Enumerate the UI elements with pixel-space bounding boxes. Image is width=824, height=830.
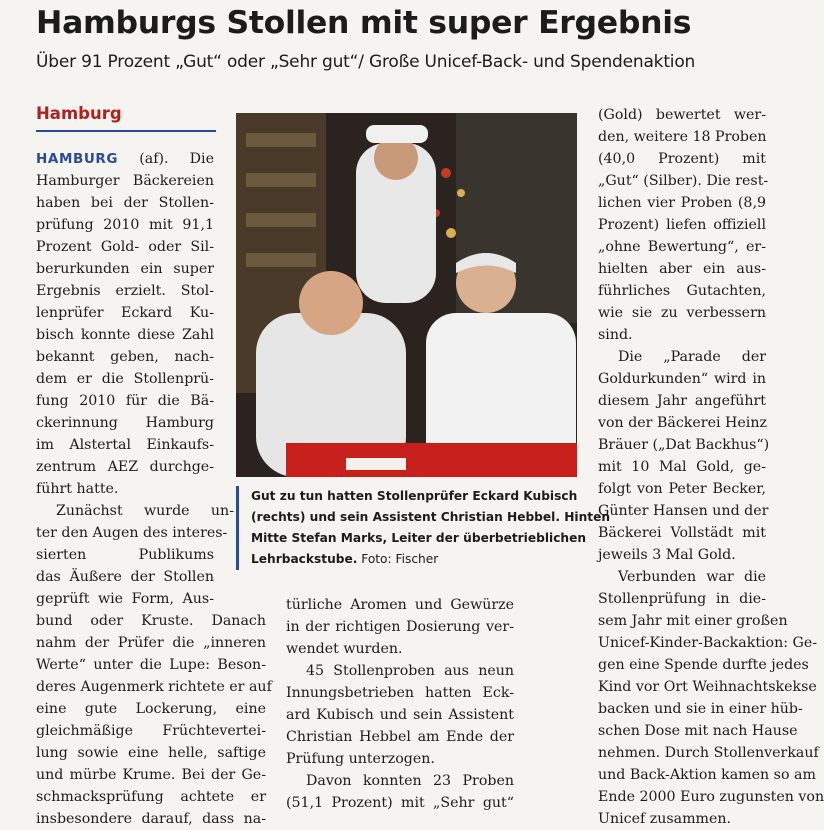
photo-image bbox=[236, 113, 577, 477]
article-text-line: ter den Augen des interes- bbox=[36, 525, 228, 541]
article-text-line: Prozent) liefen offiziell bbox=[598, 217, 766, 233]
caption-line: Gut zu tun hatten Stollenprüfer Eckard Kubisch bbox=[251, 489, 578, 503]
photo-caption bbox=[236, 486, 611, 570]
article-text-line: insbesondere darauf, dass na- bbox=[36, 811, 266, 827]
article-text-line: haben bei der Stollen- bbox=[36, 195, 214, 211]
article-text-line: Bräuer („Dat Backhus“) bbox=[598, 437, 770, 453]
article-text-line: zentrum AEZ durchge- bbox=[36, 459, 214, 475]
article-text-line: Ergebnis erzielt. Stol- bbox=[36, 283, 214, 299]
article-text-line: (51,1 Prozent) mit „Sehr gut“ bbox=[286, 795, 514, 811]
article-headline: Hamburgs Stollen mit super Ergebnis bbox=[36, 5, 692, 41]
article-text-line: eine gute Lockerung, eine bbox=[36, 701, 266, 717]
article-column-2 bbox=[286, 594, 514, 814]
caption-line: Lehrbackstube. bbox=[251, 552, 358, 566]
article-text-line: lung sowie eine helle, saftige bbox=[36, 745, 266, 761]
article-text-line: geprüft wie Form, Aus- bbox=[36, 591, 214, 607]
article-text-line: mit 10 Mal Gold, ge- bbox=[598, 459, 766, 475]
article-text-line: Ende 2000 Euro zugunsten von bbox=[598, 789, 824, 805]
article-column-3 bbox=[598, 104, 824, 830]
article-text-line: Die „Parade der bbox=[618, 349, 766, 365]
article-text-line: den, weitere 18 Proben bbox=[598, 129, 767, 145]
article-text-line: Stollenprüfung in die- bbox=[598, 591, 766, 607]
article-text-line: das Äußere der Stollen bbox=[36, 569, 214, 585]
article-text-line: jeweils 3 Mal Gold. bbox=[598, 547, 736, 563]
article-text-line: und mürbe Krume. Bei der Ge- bbox=[36, 767, 266, 783]
article-text-line: Prüfung unterzogen. bbox=[286, 751, 435, 767]
article-text-line: (Gold) bewertet wer- bbox=[598, 107, 766, 123]
article-text-line: im Alstertal Einkaufs- bbox=[36, 437, 214, 453]
article-subheadline: Über 91 Prozent „Gut“ oder „Sehr gut“/ Große Unicef-Back- und Spendenaktion bbox=[36, 52, 696, 72]
article-text-line: folgt von Peter Becker, bbox=[598, 481, 766, 497]
article-text-line: sem Jahr mit einer großen bbox=[598, 613, 788, 629]
article-text-line: sierten Publikums bbox=[36, 547, 214, 563]
article-text-line: 45 Stollenproben aus neun bbox=[306, 663, 514, 679]
article-text-line: Goldurkunden“ wird in bbox=[598, 371, 766, 387]
article-text-line: gleichmäßige Früchtevertei- bbox=[36, 723, 266, 739]
article-text-line: ard Kubisch und sein Assistent bbox=[286, 707, 514, 723]
article-text-line: bund oder Kruste. Danach bbox=[36, 613, 266, 629]
article-text-line: „Gut“ (Silber). Die rest- bbox=[598, 173, 769, 189]
article-text-line: bisch konnte diese Zahl bbox=[36, 327, 214, 343]
article-column-1 bbox=[36, 148, 272, 830]
caption-line: (rechts) und sein Assistent Christian Hebbel. Hinten bbox=[251, 510, 611, 524]
article-text-line: deres Augenmerk richtete er auf bbox=[36, 679, 272, 695]
article-text-line: führliches Gutachten, bbox=[598, 283, 766, 299]
article-text-line: Verbunden war die bbox=[618, 569, 766, 585]
article-text-line: von der Bäckerei Heinz bbox=[598, 415, 767, 431]
article-text-line: Bäckerei Vollstädt mit bbox=[598, 525, 766, 541]
article-text-line bbox=[36, 148, 214, 170]
article-text-line: Davon konnten 23 Proben bbox=[306, 773, 514, 789]
dateline: HAMBURG bbox=[36, 151, 119, 167]
article-text-line: „ohne Bewertung“, er- bbox=[598, 239, 766, 255]
article-text-line: hielten aber ein aus- bbox=[598, 261, 766, 277]
article-text-line: türliche Aromen und Gewürze bbox=[286, 597, 514, 613]
article-text-line: Unicef zusammen. bbox=[598, 811, 732, 827]
article-text-line: Christian Hebbel am Ende der bbox=[286, 729, 514, 745]
article-text-line: Zunächst wurde un- bbox=[56, 503, 234, 519]
article-text-line: bekannt geben, nach- bbox=[36, 349, 214, 365]
article-text-line: Kind vor Ort Weihnachtskekse bbox=[598, 679, 817, 695]
article-text: (af). Die bbox=[118, 151, 214, 167]
article-text-line: schmacksprüfung achtete er bbox=[36, 789, 266, 805]
article-text-line: Hamburger Bäckereien bbox=[36, 173, 214, 189]
article-text-line: wendet wurden. bbox=[286, 641, 403, 657]
article-text-line: ckerinnung Hamburg bbox=[36, 415, 214, 431]
article-text-line: in der richtigen Dosierung ver- bbox=[286, 619, 514, 635]
article-text-line: lichen vier Proben (8,9 bbox=[598, 195, 766, 211]
article-text-line: gen eine Spende durfte jedes bbox=[598, 657, 809, 673]
article-text-line: Unicef-Kinder-Backaktion: Ge- bbox=[598, 635, 818, 651]
article-text-line: nahm der Prüfer die „inneren bbox=[36, 635, 266, 651]
article-text-line: wie sie zu verbessern bbox=[598, 305, 766, 321]
article-text-line: schen Dose mit nach Hause bbox=[598, 723, 798, 739]
article-text-line: sind. bbox=[598, 327, 633, 343]
article-text-line: führt hatte. bbox=[36, 481, 119, 497]
article-text-line: Günter Hansen und der bbox=[598, 503, 769, 519]
article-photo bbox=[236, 113, 577, 477]
section-label bbox=[36, 104, 216, 132]
article-text-line: lenprüfer Eckard Ku- bbox=[36, 305, 214, 321]
article-text-line: (40,0 Prozent) mit bbox=[598, 151, 766, 167]
article-text-line: Prozent Gold- oder Sil- bbox=[36, 239, 214, 255]
section-label-text: Hamburg bbox=[36, 104, 122, 123]
article-text-line: fung 2010 für die Bä- bbox=[36, 393, 214, 409]
article-text-line: prüfung 2010 mit 91,1 bbox=[36, 217, 214, 233]
article-text-line: und Back-Aktion kamen so am bbox=[598, 767, 816, 783]
caption-line: Mitte Stefan Marks, Leiter der überbetrieblichen bbox=[251, 531, 587, 545]
article-text-line: backen und sie in einer hüb- bbox=[598, 701, 803, 717]
photo-credit: Foto: Fischer bbox=[357, 552, 439, 566]
article-text-line: berurkunden ein super bbox=[36, 261, 214, 277]
article-text-line: Werte“ unter die Lupe: Beson- bbox=[36, 657, 266, 673]
article-text-line: nehmen. Durch Stollenverkauf bbox=[598, 745, 819, 761]
article-text-line: diesem Jahr angeführt bbox=[598, 393, 766, 409]
article-text-line: Innungsbetrieben hatten Eck- bbox=[286, 685, 514, 701]
article-text-line: dem er die Stollenprü- bbox=[36, 371, 214, 387]
